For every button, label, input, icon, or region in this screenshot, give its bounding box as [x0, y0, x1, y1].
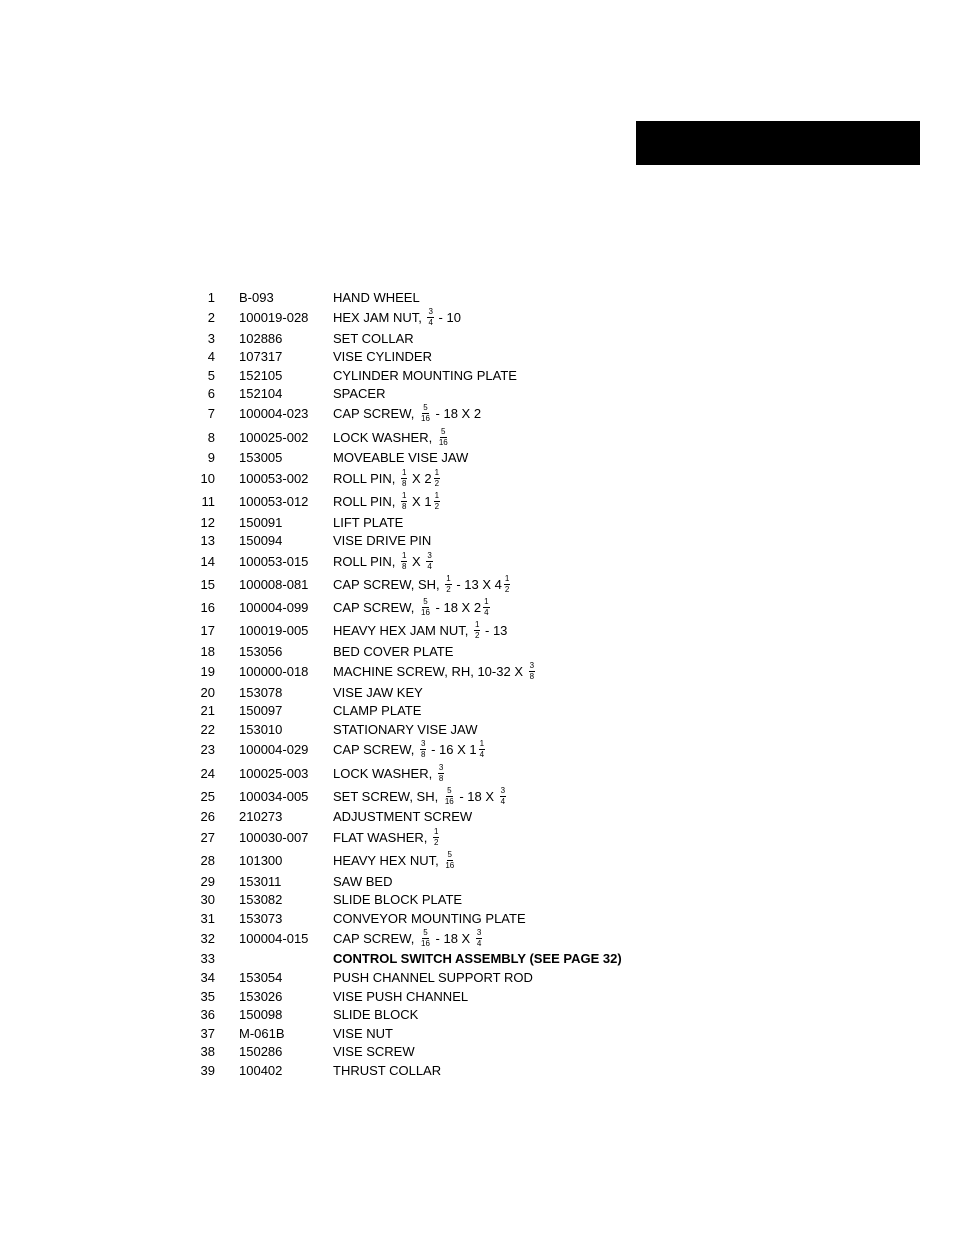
- part-number: 153010: [239, 721, 283, 737]
- fraction: [434, 469, 440, 488]
- item-number: 1: [207, 289, 215, 305]
- item-number: 22: [200, 721, 215, 737]
- fraction-numerator: 1: [446, 573, 451, 583]
- description-text: SET SCREW, SH,: [333, 788, 442, 804]
- item-number: 13: [200, 532, 215, 548]
- item-number: 27: [200, 829, 215, 845]
- part-number: 107317: [239, 348, 283, 364]
- part-number: 100053-015: [239, 553, 309, 569]
- parts-row: [0, 761, 700, 785]
- description-text: CAP SCREW,: [333, 741, 419, 757]
- part-number: 102886: [239, 330, 283, 346]
- fraction-numerator: 5: [441, 426, 446, 436]
- description-text: HEAVY HEX JAM NUT,: [333, 622, 472, 638]
- description-text: VISE CYLINDER: [333, 348, 432, 364]
- fraction: [479, 740, 485, 759]
- item-number: 9: [207, 449, 215, 465]
- description-text: SPACER: [333, 385, 386, 401]
- part-number: 100053-012: [239, 493, 309, 509]
- description-text: MACHINE SCREW, RH, 10-32 X: [333, 663, 527, 679]
- fraction-numerator: 5: [423, 927, 428, 937]
- fraction-denominator: 4: [500, 796, 506, 806]
- fraction: [401, 552, 407, 571]
- item-number: 3: [207, 330, 215, 346]
- item-number: 35: [200, 988, 215, 1004]
- fraction-numerator: 3: [500, 785, 506, 795]
- part-number: 210273: [239, 808, 283, 824]
- fraction-denominator: 8: [438, 773, 444, 783]
- item-number: 19: [200, 663, 215, 679]
- part-description: [333, 1058, 441, 1082]
- fraction-denominator: 4: [427, 561, 432, 571]
- description-text: PUSH CHANNEL SUPPORT ROD: [333, 969, 533, 985]
- description-text: - 18 X: [431, 930, 474, 946]
- fraction: [420, 598, 431, 617]
- parts-row: [0, 401, 700, 425]
- parts-row: [0, 466, 700, 490]
- fraction-numerator: 1: [434, 490, 440, 500]
- part-number: B-093: [239, 289, 274, 305]
- part-description: [333, 737, 486, 761]
- fraction-numerator: 5: [447, 849, 452, 859]
- fraction-numerator: 3: [428, 306, 433, 316]
- item-number: 38: [200, 1043, 215, 1059]
- item-number: 31: [200, 910, 215, 926]
- description-text: SET COLLAR: [333, 330, 414, 346]
- parts-row: [0, 737, 700, 761]
- description-text: - 13: [481, 622, 508, 638]
- part-number: 150286: [239, 1043, 283, 1059]
- fraction: [504, 575, 510, 594]
- description-text: BED COVER PLATE: [333, 643, 454, 659]
- part-number: 150094: [239, 532, 283, 548]
- part-number: 100004-099: [239, 599, 309, 615]
- fraction-denominator: 8: [401, 501, 407, 511]
- description-text: HEX JAM NUT,: [333, 309, 426, 325]
- fraction-denominator: 2: [446, 584, 451, 594]
- fraction: [444, 787, 455, 806]
- item-number: 16: [200, 599, 215, 615]
- part-number: 100402: [239, 1062, 283, 1078]
- item-number: 7: [207, 405, 215, 421]
- part-description: [333, 401, 481, 425]
- fraction-numerator: 1: [401, 550, 407, 560]
- item-number: 34: [200, 969, 215, 985]
- item-number: 25: [200, 788, 215, 804]
- item-number: 37: [200, 1025, 215, 1041]
- fraction: [426, 552, 432, 571]
- parts-row: [0, 572, 700, 596]
- description-text: CAP SCREW,: [333, 405, 419, 421]
- item-number: 17: [200, 622, 215, 638]
- description-text: - 18 X 2: [431, 405, 482, 421]
- part-description: [333, 549, 434, 573]
- part-description: [333, 595, 491, 619]
- item-number: 21: [200, 702, 215, 718]
- fraction-denominator: 4: [428, 317, 433, 327]
- description-text: CYLINDER MOUNTING PLATE: [333, 367, 517, 383]
- fraction: [438, 428, 449, 447]
- fraction: [420, 929, 431, 948]
- fraction: [444, 851, 455, 870]
- fraction-denominator: 16: [445, 860, 455, 870]
- fraction: [445, 575, 451, 594]
- fraction-denominator: 16: [438, 437, 448, 447]
- description-text: SLIDE BLOCK PLATE: [333, 891, 463, 907]
- parts-row: [0, 595, 700, 619]
- parts-row: [0, 1058, 700, 1082]
- fraction: [529, 662, 535, 681]
- part-number: 100025-002: [239, 429, 309, 445]
- fraction-numerator: 3: [476, 927, 482, 937]
- fraction-denominator: 16: [421, 938, 430, 948]
- part-description: [333, 825, 440, 849]
- part-number: 153078: [239, 684, 283, 700]
- description-text: X 2: [408, 470, 432, 486]
- fraction-numerator: 3: [427, 550, 432, 560]
- description-text: HEAVY HEX NUT,: [333, 852, 443, 868]
- fraction: [401, 469, 407, 488]
- description-text: CAP SCREW, SH,: [333, 576, 444, 592]
- part-number: 153056: [239, 643, 283, 659]
- fraction-denominator: 8: [401, 478, 407, 488]
- description-text: VISE NUT: [333, 1025, 393, 1041]
- fraction-numerator: 1: [474, 619, 480, 629]
- item-number: 23: [200, 741, 215, 757]
- fraction-denominator: 4: [479, 749, 485, 759]
- item-number: 11: [201, 493, 215, 509]
- description-text: CLAMP PLATE: [333, 702, 422, 718]
- description-text: VISE DRIVE PIN: [333, 532, 432, 548]
- description-text: - 18 X 2: [431, 599, 482, 615]
- description-text: STATIONARY VISE JAW: [333, 721, 478, 737]
- description-text: LIFT PLATE: [333, 514, 404, 530]
- fraction-numerator: 3: [529, 660, 535, 670]
- part-number: 100008-081: [239, 576, 309, 592]
- description-text: - 13 X 4: [452, 576, 502, 592]
- part-number: 100004-015: [239, 930, 309, 946]
- description-text: CONTROL SWITCH ASSEMBLY (SEE PAGE 32): [333, 950, 622, 966]
- fraction-denominator: 2: [504, 584, 510, 594]
- part-number: 100034-005: [239, 788, 309, 804]
- item-number: 18: [200, 643, 215, 659]
- part-number: 153073: [239, 910, 283, 926]
- part-number: 150097: [239, 702, 283, 718]
- part-number: 100030-007: [239, 829, 309, 845]
- fraction-numerator: 1: [401, 467, 407, 477]
- fraction-numerator: 5: [447, 785, 452, 795]
- fraction-numerator: 1: [484, 596, 489, 606]
- parts-row: [0, 549, 700, 573]
- description-text: FLAT WASHER,: [333, 829, 431, 845]
- description-text: X: [408, 553, 425, 569]
- fraction: [420, 404, 431, 423]
- item-number: 33: [200, 950, 215, 966]
- fraction: [433, 828, 439, 847]
- item-number: 4: [207, 348, 215, 364]
- part-number: 153026: [239, 988, 283, 1004]
- part-number: 152105: [239, 367, 283, 383]
- part-number: 150091: [239, 514, 283, 530]
- part-number: 100004-023: [239, 405, 309, 421]
- item-number: 8: [207, 429, 215, 445]
- part-number: 101300: [239, 852, 283, 868]
- description-text: SAW BED: [333, 873, 393, 889]
- part-number: 100004-029: [239, 741, 309, 757]
- description-text: MOVEABLE VISE JAW: [333, 449, 469, 465]
- fraction-denominator: 4: [484, 607, 489, 617]
- part-number: 100000-018: [239, 663, 309, 679]
- part-number: M-061B: [239, 1025, 285, 1041]
- description-text: ROLL PIN,: [333, 493, 399, 509]
- description-text: THRUST COLLAR: [333, 1062, 442, 1078]
- part-number: 150098: [239, 1006, 283, 1022]
- fraction-numerator: 3: [421, 738, 426, 748]
- fraction: [401, 492, 407, 511]
- fraction-numerator: 3: [438, 762, 444, 772]
- item-number: 29: [200, 873, 215, 889]
- fraction: [434, 492, 440, 511]
- description-text: LOCK WASHER,: [333, 765, 436, 781]
- item-number: 12: [200, 514, 215, 530]
- item-number: 20: [200, 684, 215, 700]
- description-text: - 18 X: [455, 788, 498, 804]
- description-text: ROLL PIN,: [333, 553, 399, 569]
- fraction: [420, 740, 426, 759]
- part-number: 100025-003: [239, 765, 309, 781]
- item-number: 39: [200, 1062, 215, 1078]
- item-number: 32: [200, 930, 215, 946]
- part-number: 153005: [239, 449, 283, 465]
- fraction-numerator: 1: [504, 573, 510, 583]
- item-number: 36: [200, 1006, 215, 1022]
- fraction-numerator: 5: [423, 596, 428, 606]
- item-number: 15: [200, 576, 215, 592]
- fraction: [438, 764, 444, 783]
- fraction-denominator: 8: [421, 749, 426, 759]
- item-number: 10: [200, 470, 215, 486]
- item-number: 2: [207, 309, 215, 325]
- description-text: SLIDE BLOCK: [333, 1006, 419, 1022]
- item-number: 5: [207, 367, 215, 383]
- description-text: HAND WHEEL: [333, 289, 420, 305]
- description-text: CAP SCREW,: [333, 930, 419, 946]
- fraction-numerator: 1: [479, 738, 485, 748]
- part-description: [333, 466, 441, 490]
- fraction: [500, 787, 506, 806]
- fraction-numerator: 5: [423, 402, 428, 412]
- item-number: 28: [200, 852, 215, 868]
- part-number: 100019-028: [239, 309, 309, 325]
- part-number: 152104: [239, 385, 283, 401]
- fraction: [427, 308, 433, 327]
- item-number: 6: [207, 385, 215, 401]
- fraction: [483, 598, 489, 617]
- fraction-denominator: 16: [421, 413, 430, 423]
- item-number: 24: [200, 765, 215, 781]
- description-text: - 10: [434, 309, 461, 325]
- part-number: 153011: [239, 873, 282, 889]
- part-number: 100019-005: [239, 622, 309, 638]
- fraction: [476, 929, 482, 948]
- fraction-denominator: 2: [434, 501, 440, 511]
- item-number: 14: [200, 553, 215, 569]
- description-text: VISE PUSH CHANNEL: [333, 988, 469, 1004]
- fraction-numerator: 1: [401, 490, 407, 500]
- fraction-denominator: 16: [421, 607, 430, 617]
- part-description: [333, 761, 445, 785]
- description-text: VISE JAW KEY: [333, 684, 423, 700]
- item-number: 26: [200, 808, 215, 824]
- description-text: X 1: [408, 493, 432, 509]
- description-text: VISE SCREW: [333, 1043, 415, 1059]
- fraction: [474, 621, 480, 640]
- fraction-denominator: 2: [474, 630, 480, 640]
- fraction-denominator: 2: [434, 478, 440, 488]
- description-text: CAP SCREW,: [333, 599, 419, 615]
- fraction-denominator: 8: [401, 561, 407, 571]
- description-text: - 16 X 1: [427, 741, 477, 757]
- item-number: 30: [200, 891, 215, 907]
- fraction-numerator: 1: [434, 467, 440, 477]
- part-number: 100053-002: [239, 470, 309, 486]
- description-text: ADJUSTMENT SCREW: [333, 808, 473, 824]
- part-number: 153054: [239, 969, 283, 985]
- fraction-denominator: 8: [529, 671, 535, 681]
- fraction-numerator: 1: [434, 826, 439, 836]
- fraction-denominator: 16: [444, 796, 454, 806]
- description-text: LOCK WASHER,: [333, 429, 436, 445]
- description-text: CONVEYOR MOUNTING PLATE: [333, 910, 526, 926]
- description-text: ROLL PIN,: [333, 470, 399, 486]
- fraction-denominator: 2: [434, 837, 439, 847]
- fraction-denominator: 4: [476, 938, 482, 948]
- part-number: 153082: [239, 891, 283, 907]
- part-description: [333, 572, 511, 596]
- parts-row: [0, 825, 700, 849]
